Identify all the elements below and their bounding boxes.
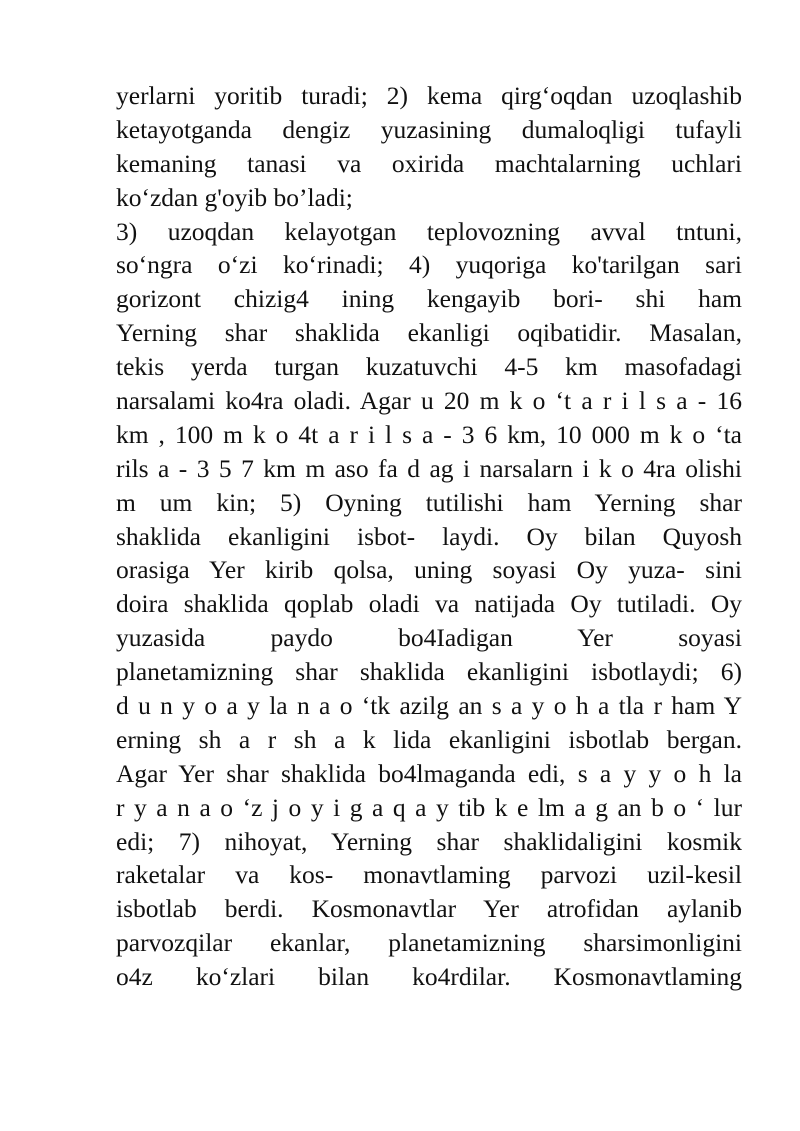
text-line: tekis yerda turgan kuzatuvchi 4-5 km masofadagi: [116, 352, 742, 382]
text-line: r y a n a o ‘z j o y i g a q a y tib k e lm a g an b o ‘ lur: [116, 792, 742, 822]
text-line: isbotlab berdi. Kosmonavtlar Yer atrofidan aylanib: [116, 894, 742, 924]
text-line: edi; 7) nihoyat, Yerning shar shaklidaligini kosmik: [116, 826, 742, 856]
text-line: m um kin; 5) Oyning tutilishi ham Yerning shar: [116, 487, 742, 517]
text-line: so‘ngra o‘zi ko‘rinadi; 4) yuqoriga ko'tarilgan sari: [116, 250, 742, 280]
text-line: 3) uzoqdan kelayotgan teplovozning avval tntuni,: [116, 216, 742, 246]
text-line: planetamizning shar shaklida ekanligini isbotlaydi; 6): [116, 657, 742, 687]
text-line: rils a - 3 5 7 km m aso fa d ag i narsalarn i k o 4ra olishi: [116, 453, 742, 483]
text-line: yerlarni yoritib turadi; 2) kema qirg‘oqdan uzoqlashib: [116, 81, 742, 110]
text-line: yuzasida paydo bo4Iadigan Yer soyasi: [116, 623, 742, 653]
text-line: ko‘zdan g'oyib bo’ladi;: [116, 182, 353, 212]
text-line: erning sh a r sh a k lida ekanligini isbotlab bergan.: [116, 724, 742, 754]
text-line: gorizont chizig4 ining kengayib bori- shi ham: [116, 284, 742, 314]
text-line: kemaning tanasi va oxirida machtalarning uchlari: [116, 148, 742, 178]
text-line: parvozqilar ekanlar, planetamizning sharsimonligini: [116, 928, 742, 958]
text-line: narsalami ko4ra oladi. Agar u 20 m k o ‘t a r i l s a - 16: [116, 386, 742, 416]
text-line: km , 100 m k o 4t a r i l s a - 3 6 km, 10 000 m k o ‘ta: [116, 419, 742, 449]
text-line: raketalar va kos- monavtlaming parvozi uzil-kesil: [116, 860, 742, 890]
text-line: ketayotganda dengiz yuzasining dumaloqligi tufayli: [116, 114, 742, 144]
text-line: o4z ko‘zlari bilan ko4rdilar. Kosmonavtlaming: [116, 962, 742, 992]
text-line: orasiga Yer kirib qolsa, uning soyasi Oy yuza- sini: [116, 555, 742, 585]
text-line: Agar Yer shar shaklida bo4lmaganda edi, s a y y o h la: [116, 758, 742, 788]
document-page: [116, 79, 742, 994]
text-line: shaklida ekanligini isbot- laydi. Oy bilan Quyosh: [116, 521, 742, 551]
text-line: doira shaklida qoplab oladi va natijada Oy tutiladi. Oy: [116, 589, 742, 619]
text-line: Yerning shar shaklida ekanligi oqibatidir. Masalan,: [116, 318, 742, 348]
text-line: d u n y o a y la n a o ‘tk azilg an s a y o h a tla r ham Y: [116, 691, 742, 721]
